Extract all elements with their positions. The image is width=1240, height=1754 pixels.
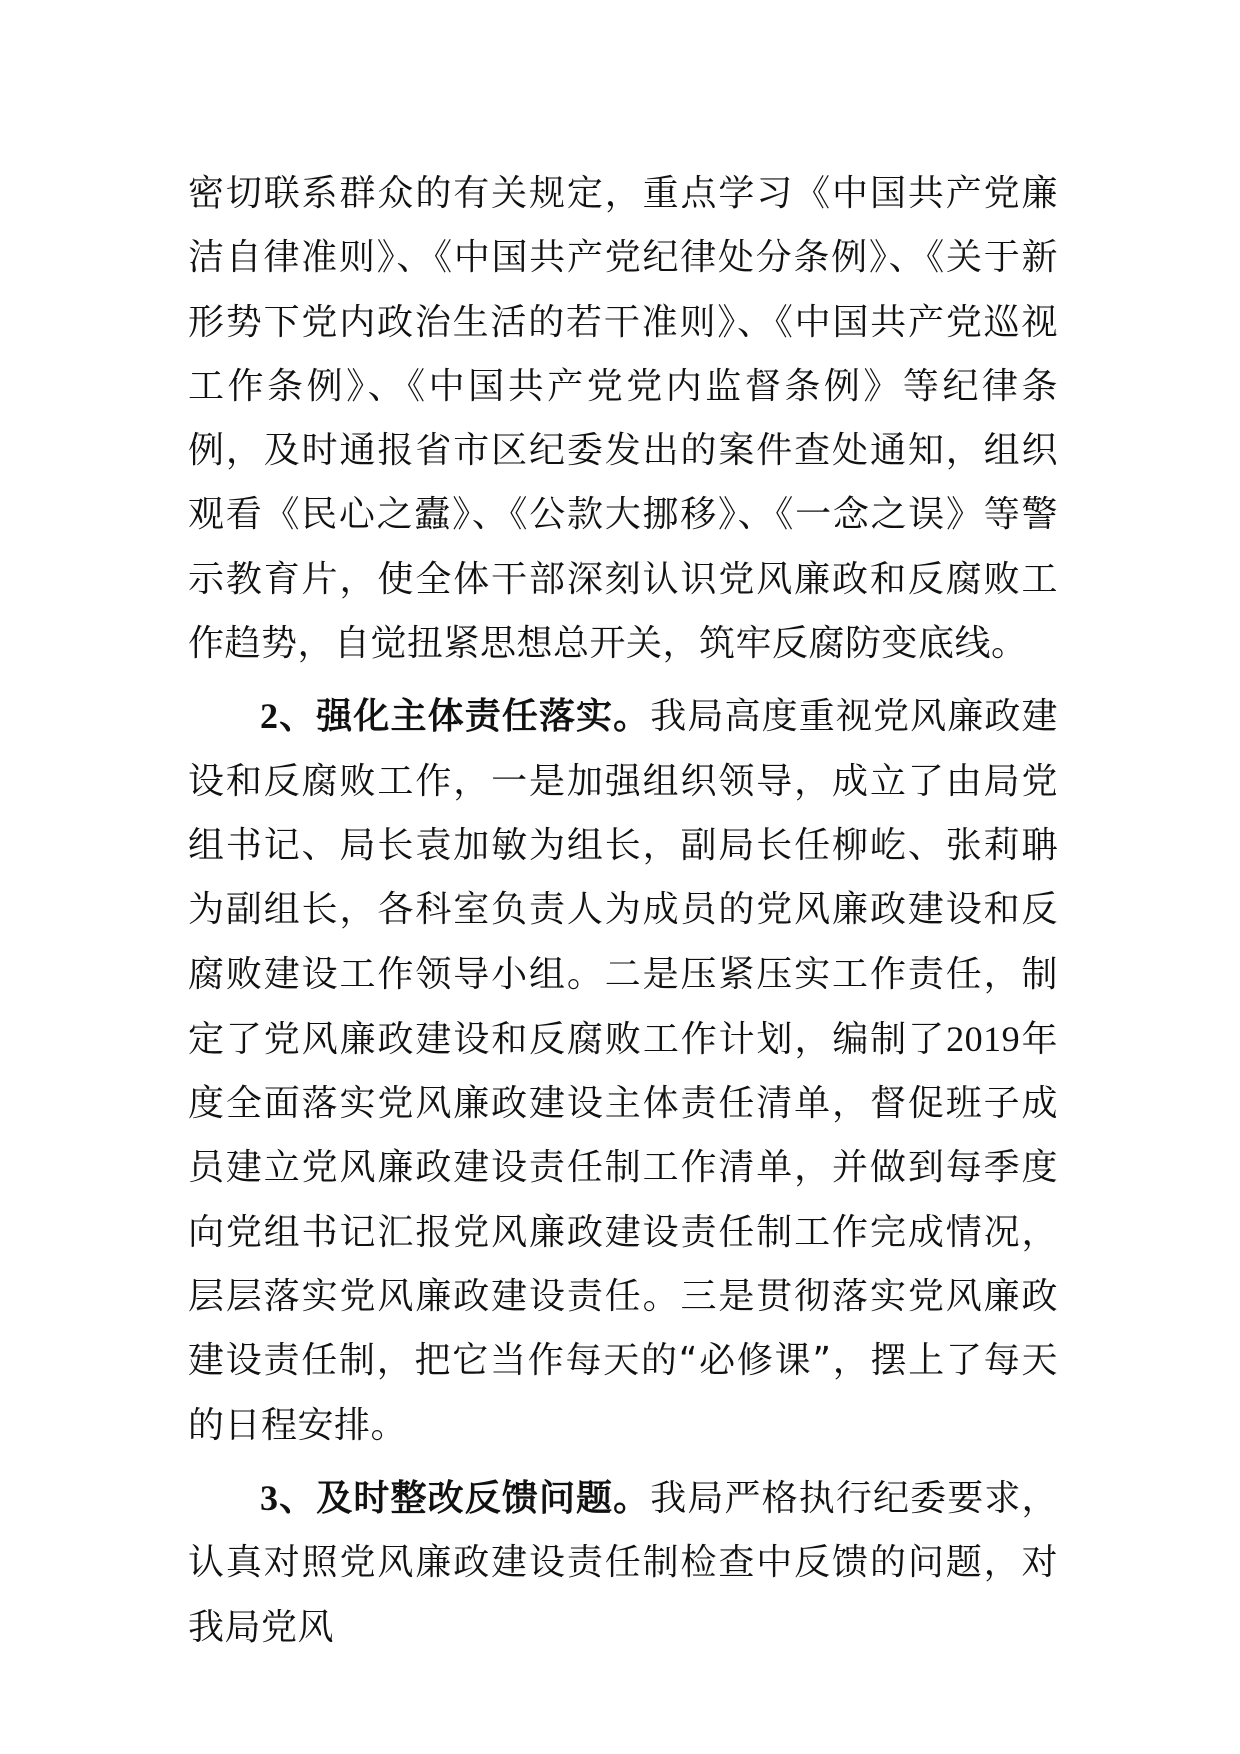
section-year: 2019 — [946, 1018, 1021, 1059]
section-number: 3 — [260, 1477, 279, 1518]
document-body — [188, 162, 1058, 1660]
section-number: 2 — [260, 696, 279, 737]
section-heading: 、及时整改反馈问题。 — [278, 1477, 651, 1519]
paragraph-section-2 — [188, 684, 1058, 1458]
section-body: 我局严格执行纪委要求，认真对照党风廉政建设责任制检查中反馈的问题，对我局党风 — [188, 1477, 1058, 1648]
section-body-part-1: 我局高度重视党风廉政建设和反腐败工作，一是加强组织领导，成立了由局党组书记、局长袁加敏为组长，副局长任柳屹、张莉聃为副组长，各科室负责人为成员的党风廉政建设和反腐败建设工作领导小组。二是压紧压实工作责任，制定了党风廉政建设和反腐败工作计划，编制了 — [188, 696, 1058, 1060]
section-heading: 、强化主体责任落实。 — [278, 696, 651, 738]
paragraph-text: 密切联系群众的有关规定，重点学习《中国共产党廉洁自律准则》、《中国共产党纪律处分条例》、《关于新形势下党内政治生活的若干准则》、《中国共产党巡视工作条例》、《中国共产党党内监督条例》等纪律条例，及时通报省市区纪委发出的案件查处通知，组织观看《民心之蠹》、《公款大挪移》、《一念之误》等警示教育片，使全体干部深刻认识党风廉政和反腐败工作趋势，自觉扭紧思想总开关，筑牢反腐防变底线。 — [188, 173, 1058, 665]
paragraph-continued — [188, 162, 1058, 676]
section-body-part-2: 年度全面落实党风廉政建设主体责任清单，督促班子成员建立党风廉政建设责任制工作清单，并做到每季度向党组书记汇报党风廉政建设责任制工作完成情况，层层落实党风廉政建设责任。三是贯彻落实党风廉政建设责任制，把它当作每天的“必修课”，摆上了每天的日程安排。 — [188, 1018, 1058, 1446]
paragraph-section-3 — [188, 1466, 1058, 1660]
